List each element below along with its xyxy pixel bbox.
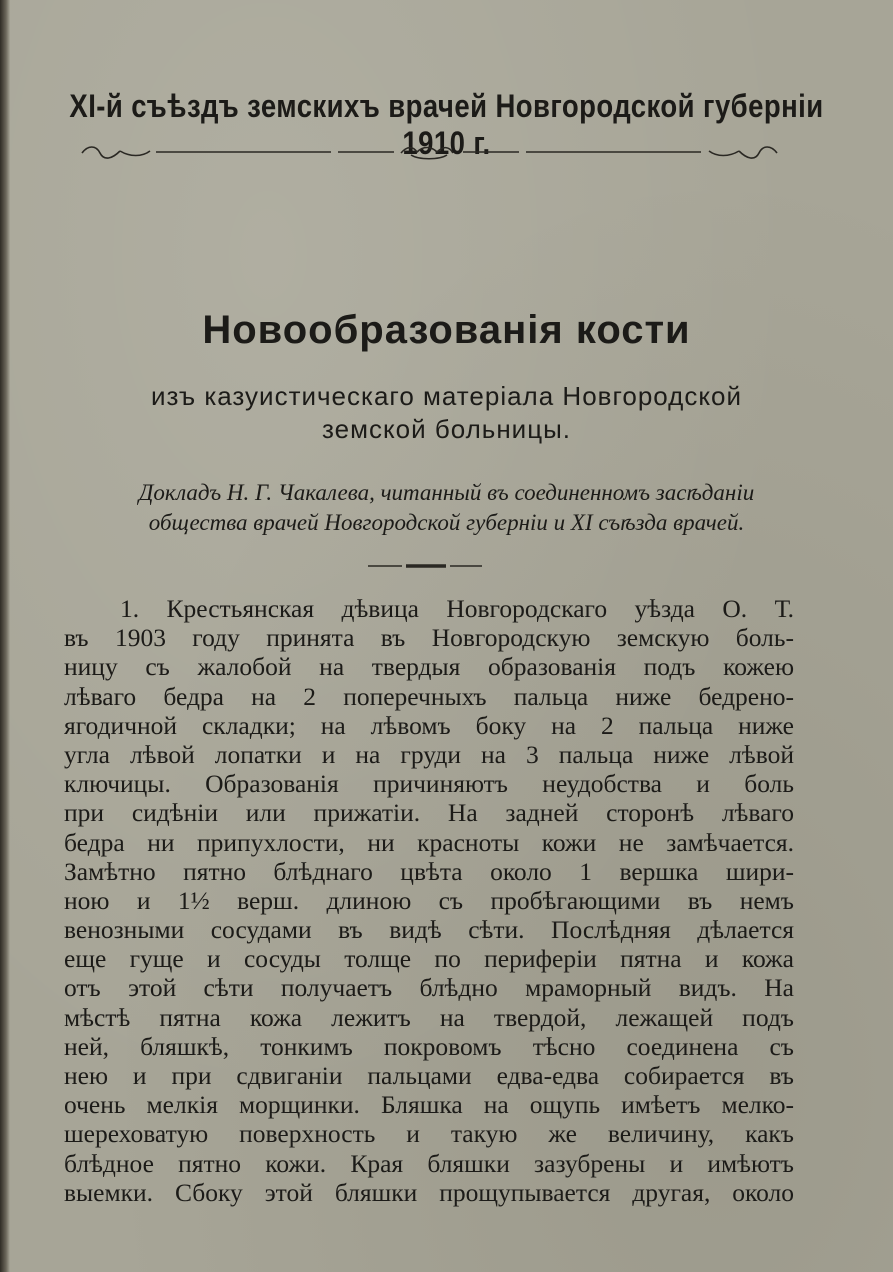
running-header: XI-й съѣздъ земскихъ врачей Новгородской губерніи 1910 г. [69, 88, 824, 161]
text-line: ягодичной складки; на лѣвомъ боку на 2 пальца ниже [64, 710, 794, 740]
byline-line: Докладъ Н. Г. Чакалева, читанный въ соединенномъ засѣданіи [138, 480, 755, 505]
text-line: очень мелкія морщинки. Бляшка на ощупь имѣетъ мелко- [64, 1090, 794, 1120]
book-spine-shadow [0, 0, 10, 1272]
author-byline [0, 478, 893, 538]
text-line: мѣстѣ пятна кожа лежитъ на твердой, лежащей подъ [64, 1002, 794, 1032]
ornamental-rule [76, 140, 781, 166]
text-line: нею и при сдвиганіи пальцами едва-едва собирается въ [64, 1061, 794, 1090]
text-line: въ 1903 году принята въ Новгородскую земскую боль- [64, 623, 794, 653]
text-line: Замѣтно пятно блѣднаго цвѣта около 1 вершка шири- [64, 856, 794, 886]
text-line: 1. Крестьянская дѣвица Новгородскаго уѣзда О. Т. [120, 594, 794, 623]
text-line: угла лѣвой лопатки и на груди на 3 пальца ниже лѣвой [64, 739, 794, 769]
body-paragraph [64, 594, 794, 1207]
text-line: выемки. Сбоку этой бляшки прощупывается другая, около [64, 1177, 794, 1207]
byline-line: общества врачей Новгородской губерніи и XI съѣзда врачей. [148, 510, 745, 535]
text-line: при сидѣніи или прижатіи. На задней сторонѣ лѣваго [64, 798, 794, 828]
subtitle-line: земской больницы. [321, 414, 572, 444]
text-line: ней, бляшкѣ, тонкимъ покровомъ тѣсно соединена съ [64, 1031, 794, 1061]
text-line: ключицы. Образованія причиняютъ неудобства и боль [64, 769, 794, 799]
text-line: бедра ни припухлости, ни красноты кожи не замѣчается. [64, 827, 794, 857]
article-subtitle [0, 380, 893, 446]
text-line: венозными сосудами въ видѣ сѣти. Послѣдняя дѣлается [64, 915, 794, 945]
text-line: ною и 1½ верш. длиною съ пробѣгающими въ немъ [64, 885, 794, 915]
text-line: блѣдное пятно кожи. Края бляшки зазубрены и имѣютъ [64, 1148, 794, 1178]
section-divider [368, 563, 482, 569]
text-line: ницу съ жалобой на твердыя образованія подъ кожею [64, 652, 794, 682]
subtitle-line: изъ казуистическаго матеріала Новгородской [150, 381, 743, 411]
text-line: лѣваго бедра на 2 поперечныхъ пальца ниже бедрено- [64, 681, 794, 711]
text-line: еще гуще и сосуды толще по периферіи пятна и кожа [64, 944, 794, 974]
article-title: Новообразованія кости [202, 308, 691, 352]
text-line: шереховатую поверхность и такую же величину, какъ [64, 1119, 794, 1149]
text-line: отъ этой сѣти получаетъ блѣдно мраморный видъ. На [64, 973, 794, 1003]
